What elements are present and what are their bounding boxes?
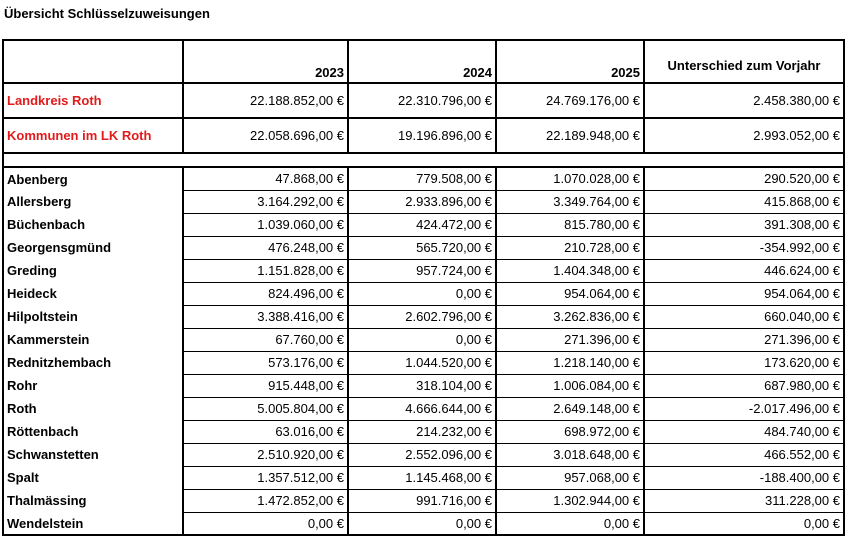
header-cell-2023: 2023: [183, 40, 348, 83]
value-cell: 0,00 €: [496, 512, 644, 535]
value-cell: 957.724,00 €: [348, 259, 496, 282]
row-name: Georgensgmünd: [3, 236, 183, 259]
row-name: Kommunen im LK Roth: [3, 118, 183, 153]
row-name: Abenberg: [3, 167, 183, 190]
value-cell: 47.868,00 €: [183, 167, 348, 190]
header-cell-2024: 2024: [348, 40, 496, 83]
value-cell: 19.196.896,00 €: [348, 118, 496, 153]
table-row: [3, 259, 844, 282]
value-cell: 815.780,00 €: [496, 213, 644, 236]
value-cell: 3.388.416,00 €: [183, 305, 348, 328]
value-cell: 1.218.140,00 €: [496, 351, 644, 374]
table-row: [3, 397, 844, 420]
value-cell: 698.972,00 €: [496, 420, 644, 443]
table-row: [3, 443, 844, 466]
row-name: Wendelstein: [3, 512, 183, 535]
value-cell: 3.349.764,00 €: [496, 190, 644, 213]
value-cell: 22.189.948,00 €: [496, 118, 644, 153]
value-cell: 824.496,00 €: [183, 282, 348, 305]
value-cell: 173.620,00 €: [644, 351, 844, 374]
value-cell: 1.302.944,00 €: [496, 489, 644, 512]
value-cell: 573.176,00 €: [183, 351, 348, 374]
value-cell: 1.404.348,00 €: [496, 259, 644, 282]
value-cell: 476.248,00 €: [183, 236, 348, 259]
row-name: Thalmässing: [3, 489, 183, 512]
value-cell: 484.740,00 €: [644, 420, 844, 443]
header-cell-name: [3, 40, 183, 83]
value-cell: 0,00 €: [348, 512, 496, 535]
value-cell: 1.044.520,00 €: [348, 351, 496, 374]
value-cell: 1.070.028,00 €: [496, 167, 644, 190]
value-cell: 4.666.644,00 €: [348, 397, 496, 420]
table-row: [3, 328, 844, 351]
row-name: Spalt: [3, 466, 183, 489]
value-cell: 957.068,00 €: [496, 466, 644, 489]
row-name: Roth: [3, 397, 183, 420]
page-title: Übersicht Schlüsselzuweisungen: [4, 6, 210, 21]
value-cell: 1.145.468,00 €: [348, 466, 496, 489]
value-cell: 3.164.292,00 €: [183, 190, 348, 213]
value-cell: 24.769.176,00 €: [496, 83, 644, 118]
value-cell: 0,00 €: [348, 282, 496, 305]
value-cell: 915.448,00 €: [183, 374, 348, 397]
value-cell: 318.104,00 €: [348, 374, 496, 397]
value-cell: 311.228,00 €: [644, 489, 844, 512]
row-name: Heideck: [3, 282, 183, 305]
row-name: Rednitzhembach: [3, 351, 183, 374]
row-name: Schwanstetten: [3, 443, 183, 466]
table-row: [3, 420, 844, 443]
value-cell: -2.017.496,00 €: [644, 397, 844, 420]
value-cell: 2.993.052,00 €: [644, 118, 844, 153]
value-cell: 660.040,00 €: [644, 305, 844, 328]
spacer-row: [3, 153, 844, 167]
table-row: [3, 118, 844, 153]
header-row: [3, 40, 844, 83]
value-cell: 1.472.852,00 €: [183, 489, 348, 512]
table-row: [3, 167, 844, 190]
row-name: Büchenbach: [3, 213, 183, 236]
row-name: Greding: [3, 259, 183, 282]
value-cell: 210.728,00 €: [496, 236, 644, 259]
value-cell: 779.508,00 €: [348, 167, 496, 190]
value-cell: 415.868,00 €: [644, 190, 844, 213]
table-row: [3, 489, 844, 512]
table-row: [3, 190, 844, 213]
table-row: [3, 351, 844, 374]
table-row: [3, 305, 844, 328]
table-row: [3, 83, 844, 118]
value-cell: 271.396,00 €: [644, 328, 844, 351]
value-cell: 446.624,00 €: [644, 259, 844, 282]
row-name: Röttenbach: [3, 420, 183, 443]
value-cell: 0,00 €: [348, 328, 496, 351]
value-cell: 2.552.096,00 €: [348, 443, 496, 466]
value-cell: 391.308,00 €: [644, 213, 844, 236]
value-cell: 565.720,00 €: [348, 236, 496, 259]
value-cell: 3.262.836,00 €: [496, 305, 644, 328]
value-cell: 1.006.084,00 €: [496, 374, 644, 397]
table-row: [3, 213, 844, 236]
value-cell: 687.980,00 €: [644, 374, 844, 397]
table-row: [3, 236, 844, 259]
value-cell: 3.018.648,00 €: [496, 443, 644, 466]
value-cell: 466.552,00 €: [644, 443, 844, 466]
value-cell: 954.064,00 €: [644, 282, 844, 305]
value-cell: 271.396,00 €: [496, 328, 644, 351]
value-cell: 22.188.852,00 €: [183, 83, 348, 118]
value-cell: -354.992,00 €: [644, 236, 844, 259]
value-cell: 954.064,00 €: [496, 282, 644, 305]
value-cell: 0,00 €: [644, 512, 844, 535]
value-cell: 1.357.512,00 €: [183, 466, 348, 489]
table-row: [3, 282, 844, 305]
value-cell: 2.510.920,00 €: [183, 443, 348, 466]
value-cell: 290.520,00 €: [644, 167, 844, 190]
value-cell: 424.472,00 €: [348, 213, 496, 236]
row-name: Rohr: [3, 374, 183, 397]
table-row: [3, 374, 844, 397]
value-cell: 2.649.148,00 €: [496, 397, 644, 420]
spacer-cell: [3, 153, 844, 167]
row-name: Allersberg: [3, 190, 183, 213]
value-cell: 5.005.804,00 €: [183, 397, 348, 420]
value-cell: 1.039.060,00 €: [183, 213, 348, 236]
value-cell: 2.602.796,00 €: [348, 305, 496, 328]
value-cell: 1.151.828,00 €: [183, 259, 348, 282]
value-cell: 2.933.896,00 €: [348, 190, 496, 213]
allocation-table: [2, 39, 845, 536]
row-name: Hilpoltstein: [3, 305, 183, 328]
value-cell: 22.310.796,00 €: [348, 83, 496, 118]
value-cell: 2.458.380,00 €: [644, 83, 844, 118]
value-cell: 0,00 €: [183, 512, 348, 535]
table-row: [3, 512, 844, 535]
value-cell: -188.400,00 €: [644, 466, 844, 489]
value-cell: 991.716,00 €: [348, 489, 496, 512]
value-cell: 214.232,00 €: [348, 420, 496, 443]
header-cell-difference: Unterschied zum Vorjahr: [644, 40, 844, 83]
row-name: Kammerstein: [3, 328, 183, 351]
value-cell: 63.016,00 €: [183, 420, 348, 443]
table-row: [3, 466, 844, 489]
value-cell: 22.058.696,00 €: [183, 118, 348, 153]
value-cell: 67.760,00 €: [183, 328, 348, 351]
row-name: Landkreis Roth: [3, 83, 183, 118]
header-cell-2025: 2025: [496, 40, 644, 83]
